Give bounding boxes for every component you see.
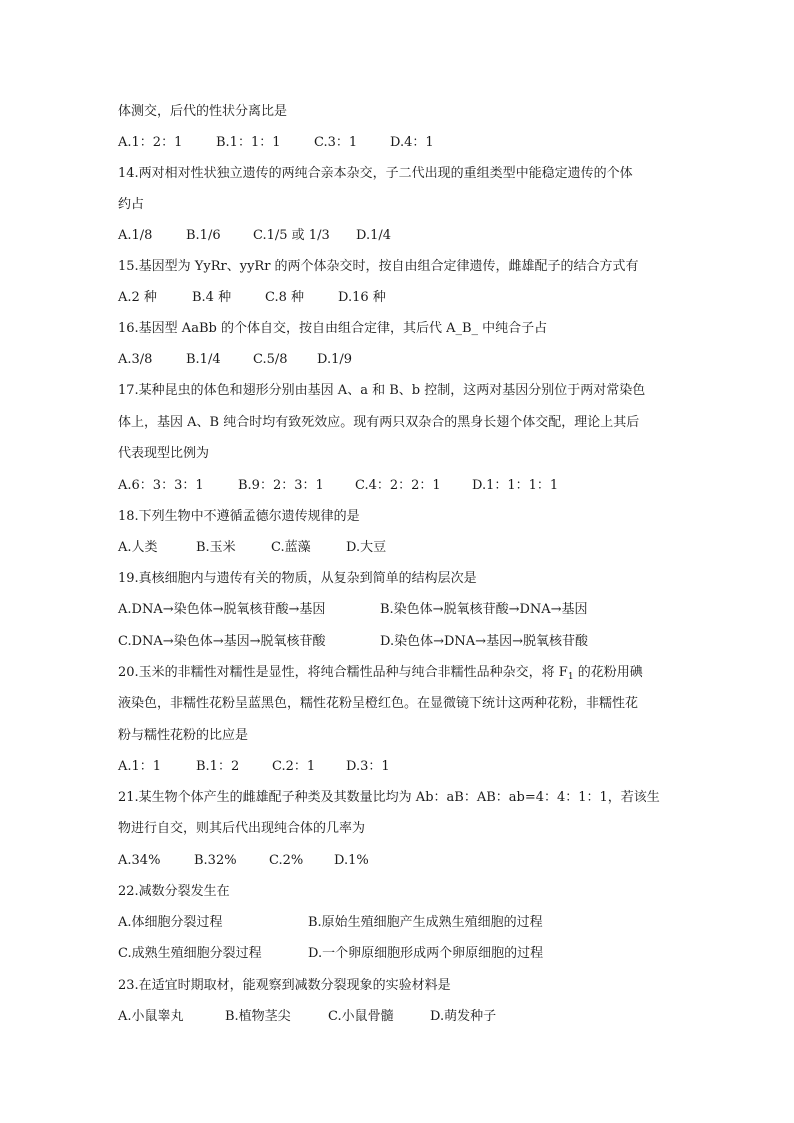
q20-option-c: C.2：1 — [272, 759, 316, 774]
q16-option-c: C.5/8 — [253, 352, 288, 367]
q19-option-d: D.染色体→DNA→基因→脱氧核苷酸 — [380, 634, 588, 649]
q21-stem-line1: 21.某生物个体产生的雌雄配子种类及其数量比均为 Ab：aB：AB：ab=4：4：1：1，若该生 — [118, 790, 660, 805]
q14-stem-line2: 约占 — [118, 197, 145, 212]
q17-stem-line3: 代表现型比例为 — [118, 446, 210, 461]
q20-stem-line3: 粉与糯性花粉的比应是 — [118, 728, 249, 743]
q14-option-d: D.1/4 — [356, 228, 392, 243]
q22-option-a: A.体细胞分裂过程 — [118, 915, 223, 930]
q20-option-d: D.3：1 — [346, 759, 390, 774]
q18-option-c: C.蓝藻 — [271, 540, 311, 555]
q22-stem: 22.减数分裂发生在 — [118, 884, 230, 899]
q17-option-b: B.9：2：3：1 — [238, 478, 324, 493]
q21-stem-line2: 物进行自交，则其后代出现纯合体的几率为 — [118, 821, 366, 836]
q22-option-c: C.成熟生殖细胞分裂过程 — [118, 946, 262, 961]
q17-stem-line2: 体上，基因 A、B 纯合时均有致死效应。现有两只双杂合的黑身长翅个体交配，理论上其后 — [118, 415, 640, 430]
q18-option-a: A.人类 — [118, 540, 158, 555]
q18-option-b: B.玉米 — [196, 540, 236, 555]
q13-option-b: B.1：1：1 — [216, 135, 281, 150]
q15-option-a: A.2 种 — [118, 290, 157, 305]
q20-stem-line2: 液染色，非糯性花粉呈蓝黑色，糯性花粉呈橙红色。在显微镜下统计这两种花粉，非糯性花 — [118, 696, 639, 711]
q18-stem: 18.下列生物中不遵循孟德尔遗传规律的是 — [118, 509, 360, 524]
q14-option-c: C.1/5 或 1/3 — [253, 228, 330, 243]
q17-option-a: A.6：3：3：1 — [118, 478, 204, 493]
q18-option-d: D.大豆 — [346, 540, 387, 555]
q19-option-c: C.DNA→染色体→基因→脱氧核苷酸 — [118, 634, 326, 649]
q20-option-b: B.1：2 — [196, 759, 240, 774]
q22-option-d: D.一个卵原细胞形成两个卵原细胞的过程 — [308, 946, 544, 961]
q16-stem: 16.基因型 AaBb 的个体自交，按自由组合定律，其后代 A_B_ 中纯合子占 — [118, 321, 548, 336]
q19-option-b: B.染色体→脱氧核苷酸→DNA→基因 — [380, 602, 588, 617]
q23-option-b: B.植物茎尖 — [225, 1009, 291, 1024]
q17-option-d: D.1：1：1：1 — [472, 478, 559, 493]
q23-option-c: C.小鼠骨髓 — [328, 1009, 394, 1024]
q15-option-b: B.4 种 — [192, 290, 232, 305]
q15-stem: 15.基因型为 YyRr、yyRr 的两个体杂交时，按自由组合定律遗传，雌雄配子的结合方式有 — [118, 259, 639, 274]
q21-option-d: D.1% — [334, 853, 369, 868]
q19-stem: 19.真核细胞内与遗传有关的物质，从复杂到简单的结构层次是 — [118, 571, 477, 586]
q20-stem-line1-a: 20.玉米的非糯性对糯性是显性，将纯合糯性品种与纯合非糯性品种杂交，将 F — [118, 665, 568, 680]
q21-option-c: C.2% — [269, 853, 304, 868]
q14-option-a: A.1/8 — [118, 228, 153, 243]
q14-option-b: B.1/6 — [186, 228, 221, 243]
q23-stem: 23.在适宜时期取材，能观察到减数分裂现象的实验材料是 — [118, 978, 451, 993]
q21-option-a: A.34% — [118, 853, 161, 868]
q17-stem-line1: 17.某种昆虫的体色和翅形分别由基因 A、a 和 B、b 控制，这两对基因分别位于两对常染色 — [118, 383, 646, 398]
q16-option-b: B.1/4 — [186, 352, 221, 367]
q20-option-a: A.1：1 — [118, 759, 162, 774]
q14-stem-line1: 14.两对相对性状独立遗传的两纯合亲本杂交，子二代出现的重组类型中能稳定遗传的个体 — [118, 166, 633, 181]
q22-option-b: B.原始生殖细胞产生成熟生殖细胞的过程 — [308, 915, 543, 930]
q13-option-d: D.4：1 — [390, 135, 434, 150]
q20-stem-line1 — [118, 663, 643, 687]
q16-option-d: D.1/9 — [317, 352, 353, 367]
q20-stem-line1-b: 的花粉用碘 — [573, 665, 643, 680]
q15-option-d: D.16 种 — [338, 290, 386, 305]
q23-option-d: D.萌发种子 — [430, 1009, 497, 1024]
q19-option-a: A.DNA→染色体→脱氧核苷酸→基因 — [118, 602, 326, 617]
q21-option-b: B.32% — [194, 853, 237, 868]
q13-stem: 体测交，后代的性状分离比是 — [118, 104, 288, 119]
q16-option-a: A.3/8 — [118, 352, 153, 367]
q23-option-a: A.小鼠睾丸 — [118, 1009, 184, 1024]
q13-option-c: C.3：1 — [314, 135, 358, 150]
q20-f1-subscript: 1 — [567, 672, 574, 682]
q17-option-c: C.4：2：2：1 — [355, 478, 441, 493]
q13-option-a: A.1：2：1 — [118, 135, 183, 150]
q15-option-c: C.8 种 — [265, 290, 305, 305]
